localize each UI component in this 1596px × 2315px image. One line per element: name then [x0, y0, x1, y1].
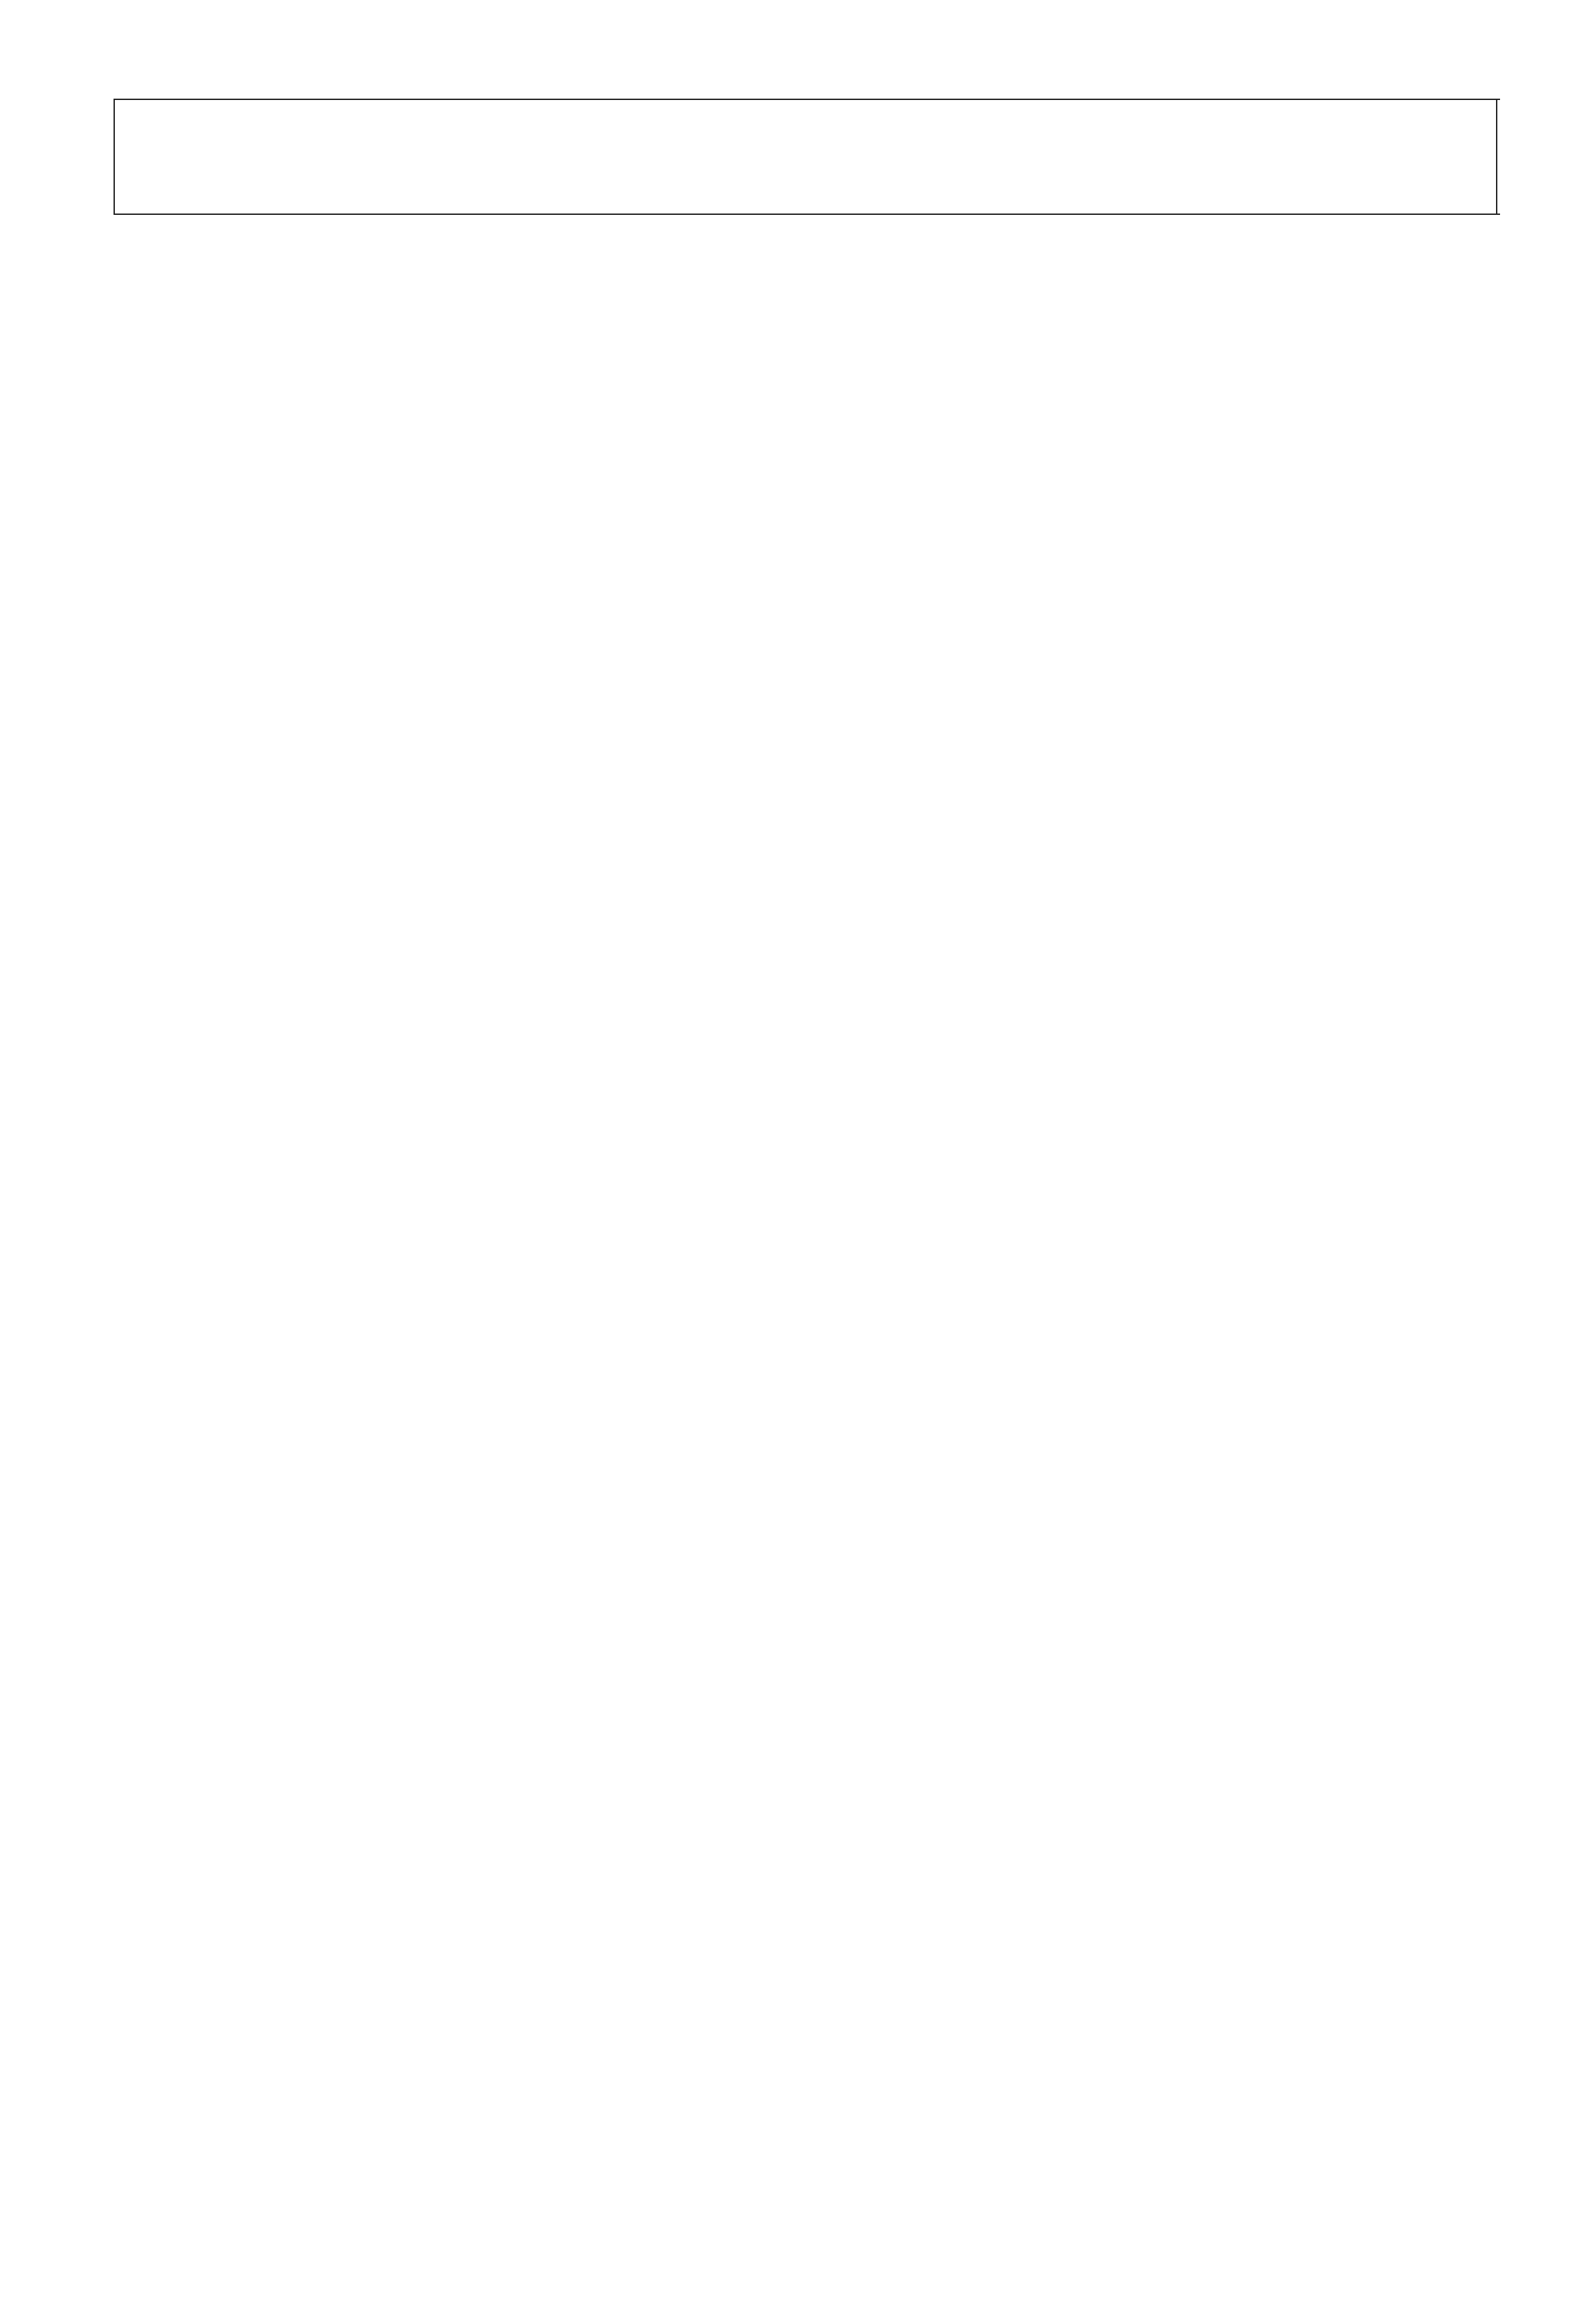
section-title	[114, 116, 1497, 214]
price-table-page	[114, 99, 1497, 215]
main-table	[114, 214, 1500, 215]
spacer	[114, 100, 1497, 116]
